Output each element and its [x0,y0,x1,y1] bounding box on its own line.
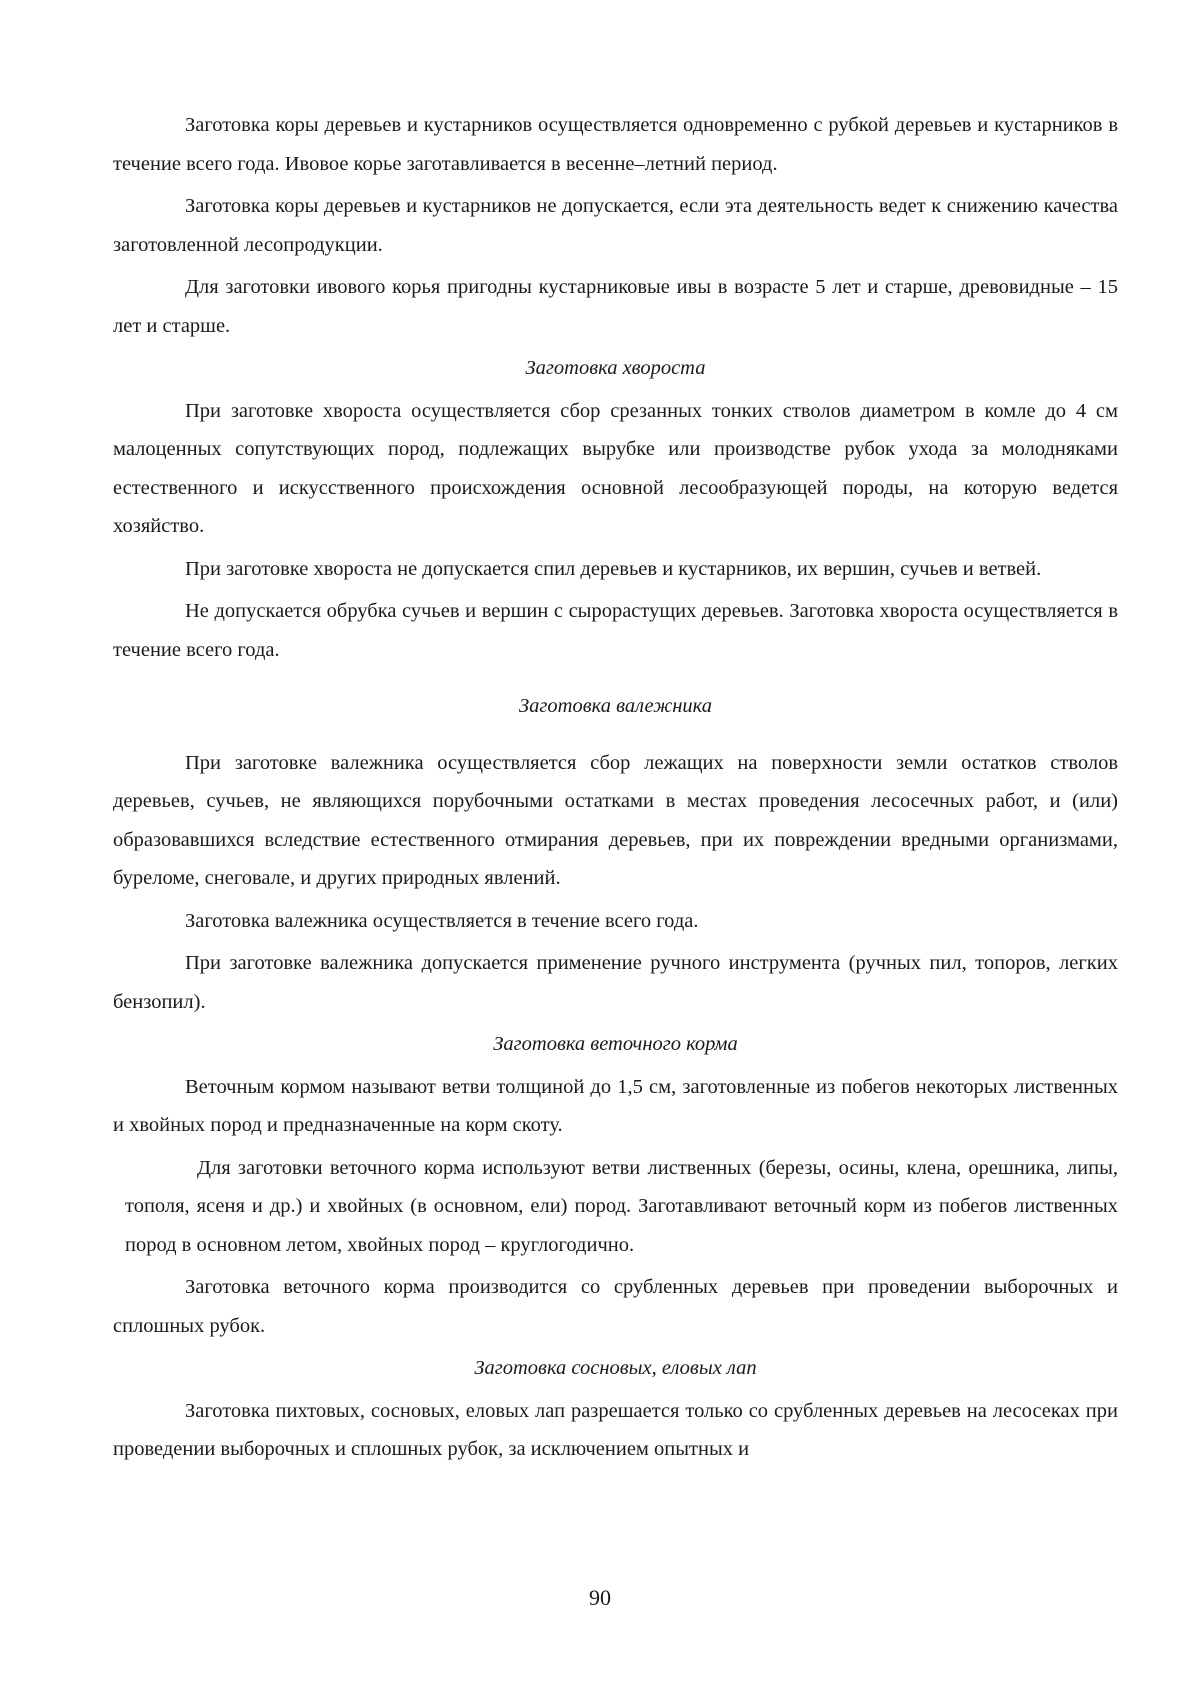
paragraph-bark-harvesting-timing: Заготовка коры деревьев и кустарников осуществляется одновременно с рубкой деревьев и кустарников в течение всего года. Ивовое корье заготавливается в весенне–летний период. [113,114,1118,175]
paragraph-brushwood-collection: При заготовке хвороста осуществляется сбор срезанных тонких стволов диаметром в комле до 4 см малоценных сопутствующих пород, подлежащих вырубке или производстве рубок ухода за молодняками естественного и искусственного происхождения основной лесообразующей породы, на которую ведется хозяйство. [113,399,1118,537]
heading-branch-fodder: Заготовка веточного корма [493,1033,738,1055]
paragraph-bark-harvesting-restriction: Заготовка коры деревьев и кустарников не допускается, если эта деятельность ведет к снижению качества заготовленной лесопродукции. [113,195,1118,256]
paragraph-branch-fodder-source: Заготовка веточного корма производится со срубленных деревьев при проведении выборочных и сплошных рубок. [113,1276,1118,1337]
heading-deadwood: Заготовка валежника [519,695,712,717]
paragraph-willow-age: Для заготовки ивового корья пригодны кустарниковые ивы в возрасте 5 лет и старше, древовидные – 15 лет и старше. [113,276,1118,337]
heading-pine-spruce-boughs: Заготовка сосновых, еловых лап [474,1357,757,1379]
paragraph-deadwood-timing: Заготовка валежника осуществляется в течение всего года. [185,909,699,932]
paragraph-brushwood-timing: Не допускается обрубка сучьев и вершин с сырорастущих деревьев. Заготовка хвороста осуществляется в течение всего года. [113,600,1118,661]
document-page [113,106,1118,1473]
paragraph-branch-fodder-species: Для заготовки веточного корма используют ветви лиственных (березы, осины, клена, орешника, липы, тополя, ясеня и др.) и хвойных (в основном, ели) пород. Заготавливают веточный корм из побегов лиственных пород в основном летом, хвойных пород – круглогодично. [125,1156,1118,1256]
heading-brushwood: Заготовка хвороста [525,357,706,379]
paragraph-brushwood-restriction: При заготовке хвороста не допускается спил деревьев и кустарников, их вершин, сучьев и ветвей. [185,557,1042,580]
paragraph-boughs-harvesting: Заготовка пихтовых, сосновых, еловых лап разрешается только со срубленных деревьев на лесосеках при проведении выборочных и сплошных рубок, за исключением опытных и [113,1399,1118,1460]
paragraph-deadwood-tools: При заготовке валежника допускается применение ручного инструмента (ручных пил, топоров, легких бензопил). [113,952,1118,1013]
paragraph-deadwood-collection: При заготовке валежника осуществляется сбор лежащих на поверхности земли остатков стволов деревьев, сучьев, не являющихся порубочными остатками в местах проведения лесосечных работ, и (или) образовавшихся вследствие естественного отмирания деревьев, при их повреждении вредными организмами, буреломе, снеговале, и других природных явлений. [113,751,1118,889]
page-number: 90 [589,1585,611,1610]
paragraph-branch-fodder-definition: Веточным кормом называют ветви толщиной до 1,5 см, заготовленные из побегов некоторых лиственных и хвойных пород и предназначенные на корм скоту. [113,1075,1118,1136]
